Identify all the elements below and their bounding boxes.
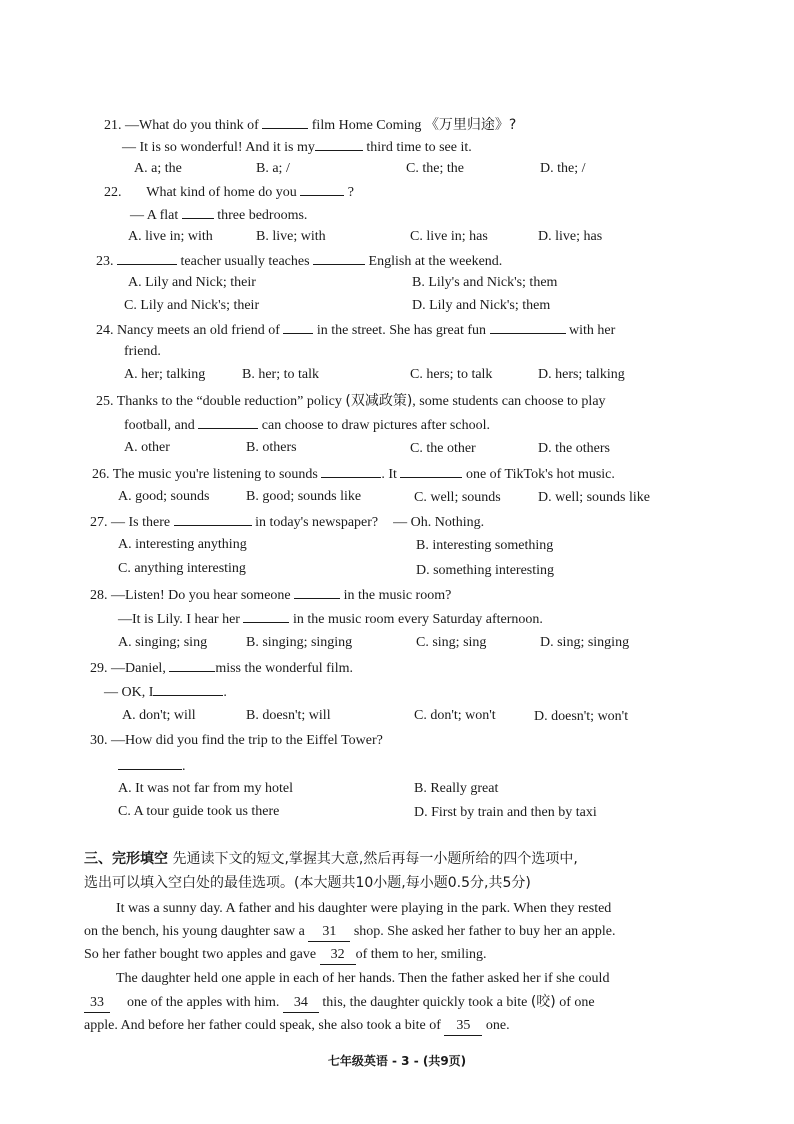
cloze-blank-31: 31 (308, 923, 350, 942)
question-text: —How did you find the trip to the Eiffel Tower? (111, 733, 383, 748)
option-a: A. good; sounds (118, 489, 210, 504)
option-b: B. a; / (256, 161, 290, 176)
question-28-reply (118, 609, 543, 629)
option-b: B. Lily's and Nick's; them (412, 275, 558, 290)
option-b: B. interesting something (416, 538, 554, 553)
option-a: A. interesting anything (118, 537, 247, 552)
option-c: C. well; sounds (414, 490, 501, 505)
question-text: in the street. She has great fun (316, 323, 487, 338)
passage-line (84, 993, 595, 1013)
question-25 (96, 392, 606, 411)
passage-line (84, 923, 615, 942)
question-number: 22. (104, 185, 122, 200)
question-22 (104, 182, 354, 202)
question-text: Thanks to the “double reduction” policy (116, 394, 342, 409)
option-a: A. other (124, 440, 170, 455)
question-text: —What do you think of (125, 118, 259, 133)
passage-text: apple. And before her father could speak, she also took a bite of (84, 1018, 441, 1033)
question-30 (90, 732, 383, 750)
passage-text: So her father bought two apples and gave (84, 947, 317, 962)
option-c: C. the; the (406, 161, 464, 176)
option-d: D. Lily and Nick's; them (412, 298, 551, 313)
question-text: — Oh. Nothing. (393, 515, 485, 530)
answer-blank (283, 320, 313, 334)
option-a: A. a; the (134, 161, 182, 176)
question-text: — Is there (111, 515, 171, 530)
question-21 (104, 115, 516, 135)
answer-blank (400, 464, 462, 478)
option-d: D. live; has (538, 229, 603, 244)
answer-blank (117, 251, 177, 265)
question-26 (92, 464, 615, 484)
question-27 (90, 512, 484, 532)
option-c: C. the other (410, 441, 476, 456)
passage-text: shop. She asked her father to buy her an apple. (353, 924, 616, 939)
passage-text: one of the apples with him. (127, 995, 280, 1010)
passage-line: It was a sunny day. A father and his daughter were playing in the park. When they rested (116, 901, 612, 916)
question-text: film Home Coming (311, 118, 422, 133)
reply-text: — It is so wonderful! And it is my (122, 140, 315, 155)
question-number: 24. (96, 323, 114, 338)
answer-blank (174, 512, 252, 526)
question-29-reply (104, 682, 227, 702)
answer-blank (300, 182, 344, 196)
reply-text: — OK, I (104, 685, 154, 700)
passage-line (84, 1017, 510, 1036)
cloze-blank-35: 35 (444, 1017, 482, 1036)
option-d: D. the others (538, 441, 610, 456)
answer-blank (118, 756, 182, 770)
passage-text: one. (485, 1018, 510, 1033)
answer-blank (182, 205, 214, 219)
option-a: A. don't; will (122, 708, 196, 723)
cloze-blank-34: 34 (283, 994, 319, 1013)
option-a: A. Lily and Nick; their (128, 275, 256, 290)
question-25-cont (124, 415, 490, 435)
passage-text: this, the daughter quickly took a bite (322, 995, 528, 1010)
question-29 (90, 658, 353, 678)
question-text: . It (381, 467, 397, 482)
reply-text: three bedrooms. (217, 208, 308, 223)
question-text-cn: (双减政策) (345, 393, 413, 409)
option-d: D. First by train and then by taxi (414, 805, 597, 820)
question-28 (90, 585, 451, 605)
question-text: in today's newspaper? (255, 515, 379, 530)
question-text: , some students can choose to play (412, 394, 606, 409)
question-text: in the music room? (343, 588, 452, 603)
question-23 (96, 251, 502, 271)
option-b: B. others (246, 440, 297, 455)
section-heading (84, 850, 578, 868)
question-text: with her (569, 323, 616, 338)
question-number: 23. (96, 254, 114, 269)
question-text: Nancy meets an old friend of (117, 323, 280, 338)
option-d: D. something interesting (416, 563, 555, 578)
question-text: What kind of home do you (146, 185, 297, 200)
answer-blank (490, 320, 566, 334)
question-number: 29. (90, 661, 108, 676)
passage-line (84, 946, 486, 965)
option-a: A. live in; with (128, 229, 213, 244)
question-text: miss the wonderful film. (215, 661, 353, 676)
passage-line: The daughter held one apple in each of her hands. Then the father asked her if she could (116, 971, 610, 986)
cloze-blank-32: 32 (320, 946, 356, 965)
option-c: C. Lily and Nick's; their (124, 298, 260, 313)
question-text: English at the weekend. (368, 254, 503, 269)
reply-text: in the music room every Saturday afternoon. (292, 612, 543, 627)
answer-blank (313, 251, 365, 265)
question-number: 21. (104, 118, 122, 133)
option-a: A. singing; sing (118, 635, 208, 650)
option-d: D. hers; talking (538, 367, 625, 382)
section-instruction-cont: 选出可以填入空白处的最佳选项。(本大题共10小题,每小题0.5分,共5分) (84, 875, 531, 891)
option-c: C. don't; won't (414, 708, 496, 723)
option-a: A. her; talking (124, 367, 206, 382)
answer-blank (321, 464, 381, 478)
option-a: A. It was not far from my hotel (118, 781, 293, 796)
question-number: 27. (90, 515, 108, 530)
cloze-blank-33: 33 (84, 994, 110, 1013)
question-22-reply (130, 205, 307, 225)
answer-blank (243, 609, 289, 623)
question-text: ? (347, 185, 354, 200)
section-title: 三、完形填空 (84, 851, 168, 867)
question-30-reply (118, 756, 186, 776)
option-c: C. sing; sing (416, 635, 487, 650)
question-number: 26. (92, 467, 110, 482)
question-text: teacher usually teaches (180, 254, 310, 269)
question-text: The music you're listening to sounds (112, 467, 318, 482)
reply-text: — A flat (130, 208, 179, 223)
option-c: C. hers; to talk (410, 367, 493, 382)
passage-text: of them to her, smiling. (355, 947, 487, 962)
answer-blank (169, 658, 215, 672)
option-c: C. live in; has (410, 229, 488, 244)
option-d: D. doesn't; won't (534, 709, 629, 724)
question-text-cn: 《万里归途》? (424, 117, 517, 133)
option-d: D. well; sounds like (538, 490, 650, 505)
passage-text: on the bench, his young daughter saw a (84, 924, 305, 939)
passage-text-cn: (咬) (530, 994, 556, 1010)
section-instruction: 先通读下文的短文,掌握其大意,然后再每一小题所给的四个选项中, (172, 851, 578, 867)
passage-text: of one (559, 995, 595, 1010)
option-c: C. anything interesting (118, 561, 246, 576)
reply-text: . (182, 759, 186, 774)
page-footer: 七年级英语 - 3 - (共9页) (327, 1054, 467, 1068)
question-number: 28. (90, 588, 108, 603)
question-21-reply (122, 137, 472, 157)
option-c: C. A tour guide took us there (118, 804, 280, 819)
reply-text: . (223, 685, 227, 700)
option-d: D. the; / (540, 161, 586, 176)
question-number: 25. (96, 394, 114, 409)
answer-blank (262, 115, 308, 129)
option-b: B. live; with (256, 229, 326, 244)
question-24-cont: friend. (124, 344, 161, 359)
option-b: B. good; sounds like (246, 489, 362, 504)
answer-blank (198, 415, 258, 429)
question-text: football, and (124, 418, 195, 433)
answer-blank (153, 682, 223, 696)
question-text: can choose to draw pictures after school. (261, 418, 490, 433)
question-number: 30. (90, 733, 108, 748)
reply-text: —It is Lily. I hear her (118, 612, 240, 627)
answer-blank (294, 585, 340, 599)
question-text: one of TikTok's hot music. (465, 467, 615, 482)
reply-text: third time to see it. (366, 140, 472, 155)
option-b: B. doesn't; will (246, 708, 331, 723)
option-b: B. Really great (414, 781, 499, 796)
question-text: —Listen! Do you hear someone (111, 588, 291, 603)
question-24 (96, 320, 615, 340)
option-b: B. her; to talk (242, 367, 319, 382)
question-text: —Daniel, (111, 661, 166, 676)
option-b: B. singing; singing (246, 635, 353, 650)
option-d: D. sing; singing (540, 635, 630, 650)
answer-blank (315, 137, 363, 151)
